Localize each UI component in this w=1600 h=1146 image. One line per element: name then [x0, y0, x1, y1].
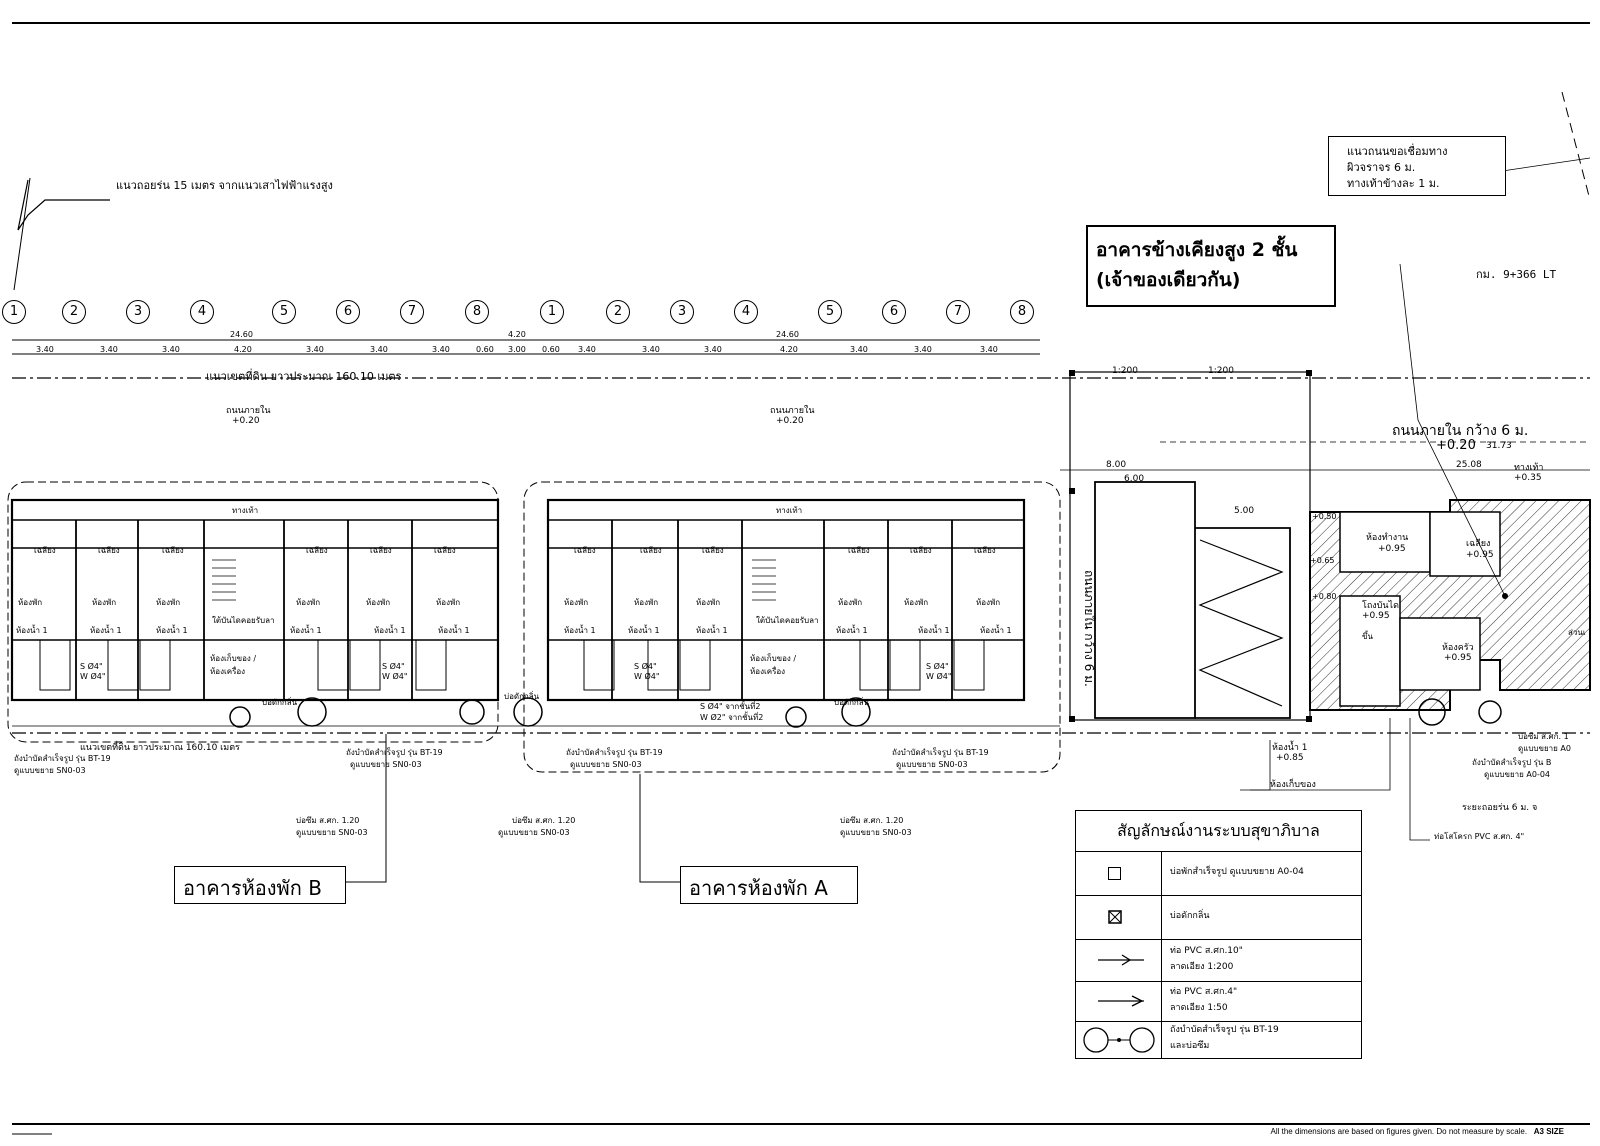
- dim-bay: 3.40: [850, 345, 868, 354]
- bedroom-label: ห้องพัก: [838, 598, 863, 607]
- dim-bay: 3.40: [704, 345, 722, 354]
- legend-row-pipe-10: [1076, 939, 1361, 982]
- property-line-label: แนวเขตที่ดิน ยาวประมาณ 160.10 เมตร: [206, 370, 402, 383]
- stair-storage-label: ใต้บันไดคอยรับลา: [212, 616, 275, 625]
- dim-bay: 3.40: [980, 345, 998, 354]
- footer-size: A3 SIZE: [1533, 1127, 1564, 1136]
- pit-right-label: บ่อซึม ส.ศก. 1: [1518, 732, 1569, 741]
- internal-road-a: ถนนภายใน: [770, 406, 815, 416]
- balcony-label: เฉลียง: [306, 546, 328, 555]
- pipe-w-tag: W Ø4": [382, 672, 408, 681]
- tank-right-ref: ดูแบบขยาย A0-04: [1484, 770, 1551, 779]
- grid-b-1: 1: [2, 300, 26, 324]
- balcony-r-level: +0.95: [1466, 550, 1494, 560]
- walkway-a: ทางเท้า: [776, 506, 803, 515]
- balcony-label: เฉลียง: [370, 546, 392, 555]
- bath-label: ห้องน้ำ 1: [696, 626, 728, 635]
- grease-trap-label: บ่อดักกลิ่น: [262, 698, 298, 707]
- bath-label: ห้องน้ำ 1: [156, 626, 188, 635]
- dim-bay: 3.40: [306, 345, 324, 354]
- grease-trap-label: บ่อดักกลิ่น: [504, 692, 540, 701]
- pit-ref: ดูแบบขยาย SN0-03: [296, 828, 368, 837]
- dim-span-b: 24.60: [230, 330, 253, 339]
- level-080: +0.80: [1312, 592, 1337, 601]
- pipe-s-tag: S Ø4": [634, 662, 657, 671]
- tank-a-ref: ดูแบบขยาย SN0-03: [570, 760, 642, 769]
- dim-span-a: 24.60: [776, 330, 799, 339]
- balcony-label: เฉลียง: [848, 546, 870, 555]
- pipe-arrow-icon: [1076, 939, 1162, 981]
- internal-road-b-level: +0.20: [232, 416, 260, 426]
- vertical-road-label: ถนนภายใน กว้าง 6 ม.: [1082, 570, 1096, 687]
- grid-b-7: 7: [400, 300, 424, 324]
- dim-5-00: 5.00: [1234, 506, 1255, 516]
- internal-road-width-level2: 31.73: [1486, 441, 1512, 451]
- balcony-label: เฉลียง: [34, 546, 56, 555]
- road-connection-line1: แนวถนนขอเชื่อมทาง: [1347, 145, 1448, 158]
- pipe-s-tag: S Ø4": [382, 662, 405, 671]
- sanitary-legend: [1075, 810, 1362, 1059]
- dim-bay: 3.40: [100, 345, 118, 354]
- bedroom-label: ห้องพัก: [634, 598, 659, 607]
- bedroom-label: ห้องพัก: [18, 598, 43, 607]
- dim-bay: 3.40: [36, 345, 54, 354]
- storage-label: ห้องเก็บของ / ห้องเครื่อง: [750, 654, 797, 676]
- tank-a-label: ถังบำบัดสำเร็จรูป รุ่น BT-19: [566, 748, 663, 757]
- legend-row-septic: [1076, 1021, 1361, 1058]
- grid-a-6: 6: [882, 300, 906, 324]
- grid-a-3: 3: [670, 300, 694, 324]
- pit-ref: ดูแบบขยาย SN0-03: [498, 828, 570, 837]
- bedroom-label: ห้องพัก: [564, 598, 589, 607]
- legend-label: ถังบำบัดสำเร็จรูป รุ่น BT-19: [1170, 1025, 1279, 1035]
- building-b-label-box: [174, 866, 346, 904]
- road-connection-line3: ทางเท้าข้างละ 1 ม.: [1347, 177, 1440, 190]
- legend-label: ท่อ PVC ส.ศก.10": [1170, 946, 1243, 956]
- grid-b-2: 2: [62, 300, 86, 324]
- legend-label: บ่อดักกลิ่น: [1170, 911, 1210, 921]
- dim-bay: 3.40: [642, 345, 660, 354]
- grid-b-5: 5: [272, 300, 296, 324]
- bath-r-level: +0.85: [1276, 753, 1304, 763]
- dim-mid: 4.20: [780, 345, 798, 354]
- balcony-label: เฉลียง: [434, 546, 456, 555]
- balcony-label: เฉลียง: [702, 546, 724, 555]
- storage-label: ห้องเก็บของ / ห้องเครื่อง: [210, 654, 257, 676]
- footer-note: All the dimensions are based on figures given. Do not measure by scale.: [1270, 1127, 1528, 1136]
- bedroom-label: ห้องพัก: [366, 598, 391, 607]
- leader-building-a: [640, 774, 680, 882]
- dim-bay: 3.40: [432, 345, 450, 354]
- grid-b-8: 8: [465, 300, 489, 324]
- internal-road-width-level: +0.20: [1436, 438, 1476, 453]
- bedroom-label: ห้องพัก: [156, 598, 181, 607]
- dim-mid: 4.20: [234, 345, 252, 354]
- neighbor-building-line2: (เจ้าของเดียวกัน): [1096, 269, 1241, 291]
- septic-tank-icon: [1076, 1021, 1162, 1058]
- neighbor-building-line1: อาคารข้างเคียงสูง 2 ชั้น: [1096, 239, 1298, 261]
- bath-label: ห้องน้ำ 1: [836, 626, 868, 635]
- balcony-label: เฉลียง: [640, 546, 662, 555]
- bath-label: ห้องน้ำ 1: [628, 626, 660, 635]
- tank-left-ref: ดูแบบขยาย SN0-03: [14, 766, 86, 775]
- s-note: S Ø4" จากชั้นที่2: [700, 702, 761, 711]
- pipe-w-tag: W Ø4": [80, 672, 106, 681]
- kitchen-level: +0.95: [1444, 653, 1472, 663]
- w-note: W Ø2" จากชั้นที่2: [700, 713, 764, 722]
- pit-ref: ดูแบบขยาย SN0-03: [840, 828, 912, 837]
- pipe-s-tag: S Ø4": [926, 662, 949, 671]
- dim-gap: 4.20: [508, 330, 526, 339]
- balcony-label: เฉลียง: [910, 546, 932, 555]
- dim-gap-part: 0.60: [476, 345, 494, 354]
- stair-hall-level: +0.95: [1362, 611, 1390, 621]
- pipe-w-tag: W Ø4": [634, 672, 660, 681]
- grid-a-5: 5: [818, 300, 842, 324]
- sewer-pipe-note: ท่อโสโครก PVC ส.ศก. 4": [1434, 832, 1525, 841]
- tank-a2-ref: ดูแบบขยาย SN0-03: [896, 760, 968, 769]
- bedroom-label: ห้องพัก: [904, 598, 929, 607]
- internal-road-a-level: +0.20: [776, 416, 804, 426]
- balcony-label: เฉลียง: [98, 546, 120, 555]
- legend-row-pipe-4: [1076, 981, 1361, 1022]
- setback-note: แนวถอยร่น 15 เมตร จากแนวเสาไฟฟ้าแรงสูง: [116, 179, 333, 192]
- dim-25-08: 25.08: [1456, 460, 1482, 470]
- store-r-label: ห้องเก็บของ: [1270, 780, 1316, 790]
- pipe-s-tag: S Ø4": [80, 662, 103, 671]
- level-050: +0.50: [1312, 512, 1337, 521]
- grease-trap-label: บ่อดักกลิ่น: [834, 698, 870, 707]
- work-room-label: ห้องทำงาน: [1366, 533, 1409, 543]
- road-connection-box: [1328, 136, 1506, 196]
- stair-storage-label: ใต้บันไดคอยรับลา: [756, 616, 819, 625]
- bath-label: ห้องน้ำ 1: [16, 626, 48, 635]
- bath-label: ห้องน้ำ 1: [438, 626, 470, 635]
- building-a-label-box: [680, 866, 858, 904]
- walkway-level: +0.35: [1514, 473, 1542, 483]
- bath-label: ห้องน้ำ 1: [290, 626, 322, 635]
- internal-road-width: ถนนภายใน กว้าง 6 ม.: [1392, 423, 1529, 439]
- bedroom-label: ห้องพัก: [92, 598, 117, 607]
- pit-label: บ่อซึม ส.ศก. 1.20: [840, 816, 904, 825]
- bath-r-label: ห้องน้ำ 1: [1272, 743, 1308, 753]
- property-line-bottom-label: แนวเขตที่ดิน ยาวประมาณ 160.10 เมตร: [80, 743, 240, 753]
- dim-gap-part: 0.60: [542, 345, 560, 354]
- bedroom-label: ห้องพัก: [696, 598, 721, 607]
- building-b-label: อาคารห้องพัก B: [183, 876, 322, 900]
- building-b-dash-outline: [8, 482, 498, 742]
- grid-a-8: 8: [1010, 300, 1034, 324]
- balcony-label: เฉลียง: [974, 546, 996, 555]
- pipe-w-tag: W Ø4": [926, 672, 952, 681]
- balcony-r-label: เฉลียง: [1466, 539, 1491, 549]
- bath-label: ห้องน้ำ 1: [564, 626, 596, 635]
- setback-leader: [18, 180, 110, 230]
- tank-b-ref: ดูแบบขยาย SN0-03: [350, 760, 422, 769]
- slope-1: 1:200: [1112, 366, 1138, 376]
- balcony-label: เฉลียง: [574, 546, 596, 555]
- dim-bay: 3.40: [578, 345, 596, 354]
- legend-row-manhole: [1076, 851, 1361, 896]
- grid-b-6: 6: [336, 300, 360, 324]
- bath-label: ห้องน้ำ 1: [918, 626, 950, 635]
- neighbor-building-label-box: [1086, 225, 1336, 307]
- bath-label: ห้องน้ำ 1: [374, 626, 406, 635]
- legend-label-2: และบ่อซึม: [1170, 1041, 1210, 1051]
- chainage: กม. 9+366 LT: [1476, 268, 1557, 281]
- grid-b-3: 3: [126, 300, 150, 324]
- grid-a-7: 7: [946, 300, 970, 324]
- partial-room-label: ส่วนเ: [1568, 628, 1586, 637]
- kitchen-label: ห้องครัว: [1442, 643, 1474, 653]
- walkway-b: ทางเท้า: [232, 506, 259, 515]
- pipe-arrow-icon: [1076, 981, 1162, 1021]
- work-room-level: +0.95: [1378, 544, 1406, 554]
- grid-a-1: 1: [540, 300, 564, 324]
- bedroom-label: ห้องพัก: [436, 598, 461, 607]
- legend-label-2: ลาดเอียง 1:200: [1170, 962, 1234, 972]
- legend-label-2: ลาดเอียง 1:50: [1170, 1003, 1228, 1013]
- pit-right-ref: ดูแบบขยาย A0: [1518, 744, 1571, 753]
- bath-label: ห้องน้ำ 1: [980, 626, 1012, 635]
- internal-road-b: ถนนภายใน: [226, 406, 271, 416]
- stair-hall-label: โถงบันได: [1362, 601, 1399, 611]
- parking-area: [1070, 372, 1310, 720]
- balcony-label: เฉลียง: [162, 546, 184, 555]
- legend-label: บ่อพักสำเร็จรูป ดูแบบขยาย A0-04: [1170, 867, 1304, 877]
- setback-6m-label: ระยะถอยร่น 6 ม. จ: [1462, 803, 1538, 813]
- road-connection-line2: ผิวจราจร 6 ม.: [1347, 161, 1416, 174]
- dim-bay: 3.40: [162, 345, 180, 354]
- pit-label: บ่อซึม ส.ศก. 1.20: [296, 816, 360, 825]
- dim-bay: 3.40: [914, 345, 932, 354]
- manhole-icon: [1076, 851, 1162, 895]
- tank-a2-label: ถังบำบัดสำเร็จรูป รุ่น BT-19: [892, 748, 989, 757]
- dim-6-00: 6.00: [1124, 474, 1145, 484]
- bedroom-label: ห้องพัก: [296, 598, 321, 607]
- building-a-label: อาคารห้องพัก A: [689, 876, 828, 900]
- stair-up: ขึ้น: [1362, 632, 1373, 641]
- walkway-label: ทางเท้า: [1514, 463, 1544, 473]
- legend-label: ท่อ PVC ส.ศก.4": [1170, 987, 1238, 997]
- grease-trap-icon: [1076, 895, 1162, 939]
- tank-right-label: ถังบำบัดสำเร็จรูป รุ่น B: [1472, 758, 1552, 767]
- legend-row-grease-trap: [1076, 895, 1361, 940]
- tank-left-label: ถังบำบัดสำเร็จรูป รุ่น BT-19: [14, 754, 111, 763]
- bedroom-label: ห้องพัก: [976, 598, 1001, 607]
- legend-title: สัญลักษณ์งานระบบสุขาภิบาล: [1076, 811, 1361, 852]
- dim-8-00: 8.00: [1106, 460, 1127, 470]
- grid-b-4: 4: [190, 300, 214, 324]
- tank-b-label: ถังบำบัดสำเร็จรูป รุ่น BT-19: [346, 748, 443, 757]
- bath-label: ห้องน้ำ 1: [90, 626, 122, 635]
- level-065: +0.65: [1310, 556, 1335, 565]
- sheet-footer: [1271, 1127, 1565, 1136]
- dim-gap-part: 3.00: [508, 345, 526, 354]
- dim-bay: 3.40: [370, 345, 388, 354]
- slope-2: 1:200: [1208, 366, 1234, 376]
- grid-a-4: 4: [734, 300, 758, 324]
- grid-a-2: 2: [606, 300, 630, 324]
- pit-label: บ่อซึม ส.ศก. 1.20: [512, 816, 576, 825]
